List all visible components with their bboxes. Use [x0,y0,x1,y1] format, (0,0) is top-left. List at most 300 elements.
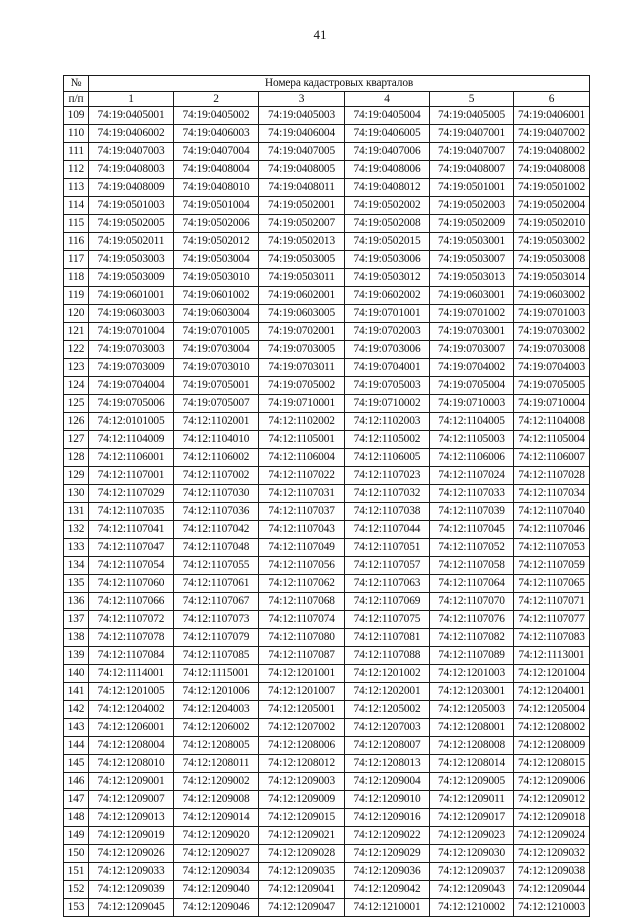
row-number-cell: 151 [64,863,89,881]
table-row [64,125,590,143]
cadastral-number-cell: 74:12:1206001 [89,719,174,737]
cadastral-number-cell: 74:12:1107071 [514,593,590,611]
cadastral-number-cell: 74:12:1107051 [345,539,430,557]
cadastral-number-cell: 74:19:0703004 [174,341,259,359]
cadastral-number-cell: 74:12:1210001 [345,899,430,917]
cadastral-number-cell: 74:19:0406005 [345,125,430,143]
table-row [64,881,590,899]
cadastral-number-cell: 74:12:1107030 [174,485,259,503]
cadastral-number-cell: 74:19:0501004 [174,197,259,215]
cadastral-number-cell: 74:12:1205001 [259,701,345,719]
table-row [64,629,590,647]
cadastral-number-cell: 74:19:0503008 [514,251,590,269]
row-number-cell: 114 [64,197,89,215]
cadastral-number-cell: 74:19:0703010 [174,359,259,377]
cadastral-number-cell: 74:12:1107024 [430,467,514,485]
cadastral-number-cell: 74:12:1104009 [89,431,174,449]
cadastral-number-cell: 74:19:0501003 [89,197,174,215]
table-row [64,719,590,737]
table-row [64,863,590,881]
group-header: Номера кадастровых кварталов [89,76,590,92]
cadastral-number-cell: 74:12:1107034 [514,485,590,503]
cadastral-number-cell: 74:12:1107081 [345,629,430,647]
cadastral-number-cell: 74:12:1107074 [259,611,345,629]
cadastral-number-cell: 74:12:1107061 [174,575,259,593]
cadastral-number-cell: 74:19:0406001 [514,107,590,125]
cadastral-number-cell: 74:12:1207002 [259,719,345,737]
cadastral-number-cell: 74:12:1201007 [259,683,345,701]
cadastral-number-cell: 74:12:1209034 [174,863,259,881]
cadastral-number-cell: 74:12:1209018 [514,809,590,827]
cadastral-number-cell: 74:12:1209011 [430,791,514,809]
cadastral-number-cell: 74:12:1107076 [430,611,514,629]
cadastral-number-cell: 74:19:0603004 [174,305,259,323]
cadastral-number-cell: 74:19:0503007 [430,251,514,269]
cadastral-number-cell: 74:12:1106005 [345,449,430,467]
cadastral-number-cell: 74:12:1209024 [514,827,590,845]
cadastral-number-cell: 74:19:0405001 [89,107,174,125]
cadastral-number-cell: 74:19:0406003 [174,125,259,143]
cadastral-number-cell: 74:12:1209028 [259,845,345,863]
cadastral-number-cell: 74:19:0702001 [259,323,345,341]
row-number-cell: 139 [64,647,89,665]
cadastral-number-cell: 74:19:0502005 [89,215,174,233]
cadastral-number-cell: 74:12:1209022 [345,827,430,845]
cadastral-number-cell: 74:19:0502002 [345,197,430,215]
cadastral-number-cell: 74:12:1107038 [345,503,430,521]
cadastral-number-cell: 74:12:1208013 [345,755,430,773]
cadastral-number-cell: 74:19:0503006 [345,251,430,269]
header-row-titles [64,76,590,92]
cadastral-number-cell: 74:12:1208008 [430,737,514,755]
table-row [64,395,590,413]
column-number-4: 4 [345,92,430,107]
cadastral-number-cell: 74:12:1107065 [514,575,590,593]
cadastral-number-cell: 74:12:1107052 [430,539,514,557]
cadastral-number-cell: 74:12:1209014 [174,809,259,827]
cadastral-number-cell: 74:19:0603005 [259,305,345,323]
cadastral-number-cell: 74:19:0408011 [259,179,345,197]
cadastral-number-cell: 74:12:1107077 [514,611,590,629]
row-number-cell: 145 [64,755,89,773]
row-number-cell: 117 [64,251,89,269]
row-number-cell: 150 [64,845,89,863]
cadastral-number-cell: 74:12:1209045 [89,899,174,917]
cadastral-number-cell: 74:12:1102002 [259,413,345,431]
table-row [64,323,590,341]
table-row [64,611,590,629]
cadastral-number-cell: 74:19:0602002 [345,287,430,305]
cadastral-number-cell: 74:19:0502010 [514,215,590,233]
cadastral-number-cell: 74:12:1209023 [430,827,514,845]
cadastral-number-cell: 74:19:0603001 [430,287,514,305]
cadastral-number-cell: 74:19:0501001 [430,179,514,197]
cadastral-number-cell: 74:12:1201003 [430,665,514,683]
table-row [64,845,590,863]
cadastral-number-cell: 74:12:1113001 [514,647,590,665]
cadastral-number-cell: 74:12:1209039 [89,881,174,899]
row-number-cell: 129 [64,467,89,485]
cadastral-number-cell: 74:19:0408002 [514,143,590,161]
cadastral-number-cell: 74:12:1209035 [259,863,345,881]
cadastral-number-cell: 74:12:1208005 [174,737,259,755]
cadastral-number-cell: 74:19:0408008 [514,161,590,179]
cadastral-number-cell: 74:19:0710002 [345,395,430,413]
cadastral-number-cell: 74:12:1209017 [430,809,514,827]
cadastral-number-cell: 74:12:1208014 [430,755,514,773]
cadastral-number-cell: 74:12:1208002 [514,719,590,737]
cadastral-number-cell: 74:12:1106007 [514,449,590,467]
table-row [64,827,590,845]
row-number-cell: 152 [64,881,89,899]
cadastral-number-cell: 74:12:1107067 [174,593,259,611]
cadastral-number-cell: 74:19:0705003 [345,377,430,395]
cadastral-number-cell: 74:12:1208009 [514,737,590,755]
cadastral-number-cell: 74:12:1107087 [259,647,345,665]
cadastral-number-cell: 74:12:1205003 [430,701,514,719]
row-number-cell: 142 [64,701,89,719]
cadastral-number-cell: 74:19:0705007 [174,395,259,413]
column-number-6: 6 [514,92,590,107]
cadastral-number-cell: 74:12:1206002 [174,719,259,737]
cadastral-number-cell: 74:12:1107083 [514,629,590,647]
row-number-cell: 124 [64,377,89,395]
row-number-cell: 115 [64,215,89,233]
table-header [64,76,590,107]
cadastral-number-cell: 74:19:0602001 [259,287,345,305]
table-row [64,557,590,575]
row-number-cell: 127 [64,431,89,449]
table-row [64,251,590,269]
cadastral-number-cell: 74:12:1204001 [514,683,590,701]
cadastral-number-cell: 74:12:1107066 [89,593,174,611]
row-number-cell: 113 [64,179,89,197]
cadastral-number-cell: 74:19:0503001 [430,233,514,251]
cadastral-number-cell: 74:19:0710001 [259,395,345,413]
cadastral-number-cell: 74:12:1102001 [174,413,259,431]
cadastral-number-cell: 74:19:0703001 [430,323,514,341]
cadastral-number-cell: 74:19:0703002 [514,323,590,341]
row-number-cell: 126 [64,413,89,431]
cadastral-number-cell: 74:12:1104008 [514,413,590,431]
cadastral-number-cell: 74:19:0710003 [430,395,514,413]
cadastral-number-cell: 74:19:0704003 [514,359,590,377]
cadastral-number-cell: 74:19:0502015 [345,233,430,251]
cadastral-number-cell: 74:19:0407006 [345,143,430,161]
cadastral-number-cell: 74:12:1107082 [430,629,514,647]
table-row [64,899,590,917]
column-number-1: 1 [89,92,174,107]
cadastral-number-cell: 74:12:1106004 [259,449,345,467]
cadastral-number-cell: 74:19:0502008 [345,215,430,233]
cadastral-number-cell: 74:19:0701004 [89,323,174,341]
cadastral-number-cell: 74:19:0503003 [89,251,174,269]
cadastral-number-cell: 74:19:0702003 [345,323,430,341]
cadastral-number-cell: 74:19:0503005 [259,251,345,269]
row-number-cell: 119 [64,287,89,305]
table-body [64,107,590,917]
cadastral-number-cell: 74:12:1207003 [345,719,430,737]
cadastral-number-cell: 74:12:1106001 [89,449,174,467]
row-number-cell: 138 [64,629,89,647]
cadastral-number-cell: 74:12:1107064 [430,575,514,593]
table-row [64,737,590,755]
cadastral-number-cell: 74:12:1107059 [514,557,590,575]
cadastral-number-cell: 74:19:0405002 [174,107,259,125]
cadastral-number-cell: 74:12:1209032 [514,845,590,863]
cadastral-number-cell: 74:12:1209036 [345,863,430,881]
cadastral-number-cell: 74:19:0701003 [514,305,590,323]
cadastral-number-cell: 74:19:0710004 [514,395,590,413]
cadastral-number-cell: 74:12:1209001 [89,773,174,791]
cadastral-number-cell: 74:12:1107055 [174,557,259,575]
cadastral-number-cell: 74:12:1107075 [345,611,430,629]
cadastral-number-cell: 74:12:1104010 [174,431,259,449]
table-row [64,107,590,125]
cadastral-number-cell: 74:12:1107048 [174,539,259,557]
cadastral-number-cell: 74:19:0705006 [89,395,174,413]
table-row [64,755,590,773]
cadastral-number-cell: 74:19:0502001 [259,197,345,215]
header-row-column-numbers [64,92,590,107]
row-number-cell: 120 [64,305,89,323]
table-row [64,287,590,305]
table-row [64,431,590,449]
cadastral-number-cell: 74:12:1209041 [259,881,345,899]
cadastral-number-cell: 74:19:0408006 [345,161,430,179]
cadastral-number-cell: 74:12:1209013 [89,809,174,827]
cadastral-number-cell: 74:12:1208010 [89,755,174,773]
cadastral-number-cell: 74:12:1209012 [514,791,590,809]
cadastral-number-cell: 74:19:0603003 [89,305,174,323]
cadastral-number-cell: 74:19:0502009 [430,215,514,233]
cadastral-number-cell: 74:12:1107022 [259,467,345,485]
cadastral-number-cell: 74:12:1208011 [174,755,259,773]
table-row [64,341,590,359]
cadastral-number-cell: 74:19:0705002 [259,377,345,395]
cadastral-number-cell: 74:19:0501002 [514,179,590,197]
cadastral-number-cell: 74:12:1107002 [174,467,259,485]
cadastral-number-cell: 74:19:0704001 [345,359,430,377]
row-number-cell: 111 [64,143,89,161]
cadastral-number-cell: 74:12:1107040 [514,503,590,521]
row-number-cell: 141 [64,683,89,701]
cadastral-number-cell: 74:12:1201002 [345,665,430,683]
table-row [64,215,590,233]
row-number-cell: 137 [64,611,89,629]
cadastral-number-cell: 74:12:1107043 [259,521,345,539]
cadastral-number-cell: 74:19:0407005 [259,143,345,161]
cadastral-number-cell: 74:12:1102003 [345,413,430,431]
cadastral-number-cell: 74:12:1107046 [514,521,590,539]
cadastral-number-cell: 74:19:0502012 [174,233,259,251]
cadastral-number-cell: 74:12:1107060 [89,575,174,593]
cadastral-number-cell: 74:12:1105002 [345,431,430,449]
number-column-header: № [64,76,89,92]
cadastral-number-cell: 74:12:1209026 [89,845,174,863]
table-row [64,305,590,323]
cadastral-number-cell: 74:12:1201001 [259,665,345,683]
cadastral-number-cell: 74:19:0408004 [174,161,259,179]
table-row [64,647,590,665]
cadastral-number-cell: 74:19:0408007 [430,161,514,179]
cadastral-number-cell: 74:19:0503010 [174,269,259,287]
cadastral-number-cell: 74:12:1209016 [345,809,430,827]
cadastral-number-cell: 74:12:1209044 [514,881,590,899]
cadastral-number-cell: 74:19:0407003 [89,143,174,161]
cadastral-number-cell: 74:19:0701001 [345,305,430,323]
cadastral-number-cell: 74:12:1107068 [259,593,345,611]
cadastral-number-cell: 74:19:0408010 [174,179,259,197]
cadastral-number-cell: 74:12:1209019 [89,827,174,845]
cadastral-number-cell: 74:12:1107062 [259,575,345,593]
cadastral-number-cell: 74:12:0101005 [89,413,174,431]
table-row [64,791,590,809]
row-number-cell: 144 [64,737,89,755]
cadastral-number-cell: 74:19:0705005 [514,377,590,395]
cadastral-number-cell: 74:12:1209046 [174,899,259,917]
cadastral-number-cell: 74:12:1107032 [345,485,430,503]
cadastral-number-cell: 74:12:1107069 [345,593,430,611]
cadastral-number-cell: 74:12:1115001 [174,665,259,683]
cadastral-number-cell: 74:12:1107053 [514,539,590,557]
cadastral-number-cell: 74:12:1205002 [345,701,430,719]
cadastral-number-cell: 74:12:1105003 [430,431,514,449]
cadastral-number-cell: 74:19:0502011 [89,233,174,251]
cadastral-number-cell: 74:19:0503004 [174,251,259,269]
row-number-cell: 146 [64,773,89,791]
cadastral-number-cell: 74:12:1204003 [174,701,259,719]
table-row [64,161,590,179]
cadastral-number-cell: 74:19:0503011 [259,269,345,287]
cadastral-number-cell: 74:12:1209043 [430,881,514,899]
cadastral-number-cell: 74:19:0408005 [259,161,345,179]
cadastral-number-cell: 74:19:0407001 [430,125,514,143]
cadastral-number-cell: 74:12:1107085 [174,647,259,665]
cadastral-number-cell: 74:19:0704002 [430,359,514,377]
cadastral-number-cell: 74:12:1107045 [430,521,514,539]
cadastral-number-cell: 74:19:0405003 [259,107,345,125]
cadastral-number-cell: 74:12:1209008 [174,791,259,809]
table-row [64,539,590,557]
cadastral-number-cell: 74:12:1209009 [259,791,345,809]
row-number-cell: 133 [64,539,89,557]
table-row [64,701,590,719]
row-number-cell: 128 [64,449,89,467]
cadastral-number-cell: 74:12:1107084 [89,647,174,665]
column-number-3: 3 [259,92,345,107]
cadastral-number-cell: 74:12:1208012 [259,755,345,773]
cadastral-number-cell: 74:12:1107058 [430,557,514,575]
cadastral-number-cell: 74:12:1107031 [259,485,345,503]
cadastral-number-cell: 74:12:1107057 [345,557,430,575]
row-number-cell: 149 [64,827,89,845]
cadastral-number-cell: 74:12:1209037 [430,863,514,881]
cadastral-number-cell: 74:19:0407004 [174,143,259,161]
row-number-cell: 123 [64,359,89,377]
cadastral-number-cell: 74:12:1107028 [514,467,590,485]
cadastral-number-cell: 74:12:1209015 [259,809,345,827]
cadastral-number-cell: 74:12:1107037 [259,503,345,521]
cadastral-number-cell: 74:12:1107033 [430,485,514,503]
cadastral-number-cell: 74:12:1210003 [514,899,590,917]
column-number-2: 2 [174,92,259,107]
cadastral-number-cell: 74:12:1209007 [89,791,174,809]
cadastral-number-cell: 74:19:0705001 [174,377,259,395]
cadastral-number-cell: 74:12:1106006 [430,449,514,467]
cadastral-number-cell: 74:12:1107035 [89,503,174,521]
cadastral-number-cell: 74:12:1208004 [89,737,174,755]
cadastral-number-cell: 74:12:1209042 [345,881,430,899]
row-number-cell: 140 [64,665,89,683]
table-row [64,773,590,791]
cadastral-number-cell: 74:19:0704004 [89,377,174,395]
cadastral-number-cell: 74:19:0703006 [345,341,430,359]
row-number-cell: 130 [64,485,89,503]
cadastral-number-cell: 74:19:0502013 [259,233,345,251]
table-row [64,593,590,611]
cadastral-number-cell: 74:12:1107070 [430,593,514,611]
cadastral-number-cell: 74:19:0703009 [89,359,174,377]
table-row [64,575,590,593]
cadastral-number-cell: 74:19:0601002 [174,287,259,305]
cadastral-number-cell: 74:12:1202001 [345,683,430,701]
cadastral-number-cell: 74:19:0502006 [174,215,259,233]
cadastral-number-cell: 74:19:0408012 [345,179,430,197]
cadastral-number-cell: 74:12:1107089 [430,647,514,665]
cadastral-number-cell: 74:12:1209005 [430,773,514,791]
cadastral-number-cell: 74:19:0406004 [259,125,345,143]
cadastral-number-cell: 74:19:0703007 [430,341,514,359]
cadastral-number-cell: 74:12:1208007 [345,737,430,755]
cadastral-number-cell: 74:19:0406002 [89,125,174,143]
cadastral-number-cell: 74:12:1107072 [89,611,174,629]
cadastral-number-cell: 74:12:1107080 [259,629,345,647]
row-number-cell: 109 [64,107,89,125]
cadastral-number-cell: 74:12:1107001 [89,467,174,485]
cadastral-number-cell: 74:12:1107029 [89,485,174,503]
cadastral-number-cell: 74:12:1107056 [259,557,345,575]
cadastral-number-cell: 74:12:1209030 [430,845,514,863]
cadastral-number-cell: 74:12:1105004 [514,431,590,449]
table-row [64,413,590,431]
cadastral-number-cell: 74:19:0703003 [89,341,174,359]
table-row [64,377,590,395]
cadastral-number-cell: 74:12:1107023 [345,467,430,485]
row-number-cell: 121 [64,323,89,341]
cadastral-number-cell: 74:12:1114001 [89,665,174,683]
column-number-5: 5 [430,92,514,107]
cadastral-number-cell: 74:19:0703008 [514,341,590,359]
table-row [64,485,590,503]
cadastral-number-cell: 74:19:0405004 [345,107,430,125]
row-number-cell: 148 [64,809,89,827]
cadastral-number-cell: 74:12:1209033 [89,863,174,881]
cadastral-number-cell: 74:12:1104005 [430,413,514,431]
row-number-cell: 118 [64,269,89,287]
cadastral-number-cell: 74:19:0408009 [89,179,174,197]
cadastral-number-cell: 74:19:0502007 [259,215,345,233]
row-number-cell: 132 [64,521,89,539]
cadastral-number-cell: 74:12:1209038 [514,863,590,881]
cadastral-number-cell: 74:12:1205004 [514,701,590,719]
table-row [64,683,590,701]
table-row [64,467,590,485]
cadastral-number-cell: 74:19:0407007 [430,143,514,161]
cadastral-number-cell: 74:12:1201005 [89,683,174,701]
cadastral-number-cell: 74:12:1107088 [345,647,430,665]
table-row [64,449,590,467]
